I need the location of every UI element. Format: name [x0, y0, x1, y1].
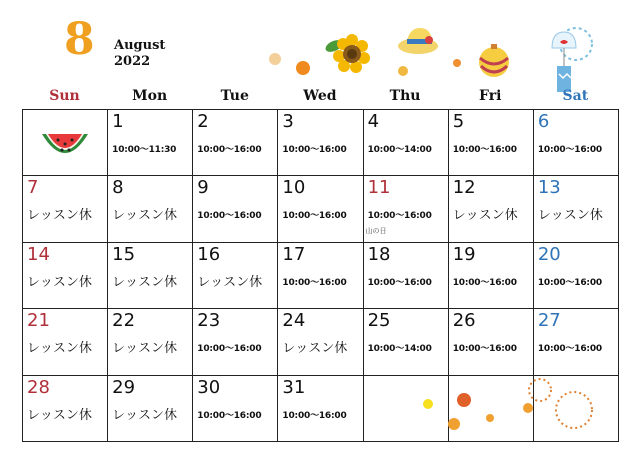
day-number: 24 — [282, 310, 306, 332]
day-number: 20 — [537, 243, 561, 265]
day-cell-14[interactable] — [23, 243, 108, 309]
lesson-time: 10:00〜16:00 — [282, 211, 347, 222]
day-number: 30 — [197, 376, 221, 398]
day-cell-16[interactable] — [193, 243, 278, 309]
day-cell-25[interactable] — [364, 309, 449, 375]
decorative-dot — [450, 56, 464, 70]
lesson-time: 10:00〜16:00 — [197, 145, 262, 155]
weekday-thu: Thu — [389, 88, 421, 104]
day-number: 15 — [112, 243, 136, 265]
day-cell-30[interactable] — [193, 376, 278, 442]
lesson-closed-note: レッスン休 — [27, 341, 92, 357]
day-cell-19[interactable] — [449, 243, 534, 309]
lesson-closed-note: レッスン休 — [537, 208, 603, 224]
day-cell-31[interactable] — [278, 376, 363, 442]
day-number: 12 — [452, 177, 476, 199]
day-cell-13[interactable] — [534, 176, 619, 242]
lesson-time: 10:00〜16:00 — [282, 145, 347, 155]
weekday-sat: Sat — [562, 88, 589, 104]
day-cell-27[interactable] — [534, 309, 619, 375]
day-number: 5 — [452, 111, 465, 132]
lesson-time: 10:00〜16:00 — [537, 344, 602, 355]
lesson-time: 10:00〜16:00 — [537, 277, 602, 288]
lesson-time: 10:00〜16:00 — [367, 211, 432, 222]
day-cell-17[interactable] — [278, 243, 363, 309]
lesson-time: 10:00〜16:00 — [282, 410, 347, 421]
day-number: 29 — [112, 376, 136, 398]
day-cell-23[interactable] — [193, 309, 278, 375]
month-number: 8 — [64, 14, 95, 65]
day-number: 13 — [537, 177, 561, 199]
lesson-closed-note: レッスン休 — [112, 208, 178, 224]
day-cell-5[interactable] — [449, 110, 534, 176]
day-cell-9[interactable] — [193, 176, 278, 242]
lesson-closed-note: レッスン休 — [197, 274, 263, 290]
day-cell-24[interactable] — [278, 309, 363, 375]
day-cell-12[interactable] — [449, 176, 534, 242]
lesson-time: 10:00〜16:00 — [367, 277, 432, 288]
month-name: August — [114, 38, 166, 53]
day-cell-26[interactable] — [449, 309, 534, 375]
day-number: 18 — [367, 243, 391, 265]
fireworks-icon — [418, 376, 618, 438]
day-cell-3[interactable] — [278, 110, 363, 176]
lesson-time: 10:00〜16:00 — [452, 277, 517, 288]
day-number: 17 — [282, 243, 306, 265]
lesson-closed-note: レッスン休 — [112, 274, 178, 290]
day-number: 31 — [282, 376, 306, 398]
day-cell-15[interactable] — [108, 243, 193, 309]
day-number: 9 — [197, 177, 209, 199]
lesson-time: 10:00〜16:00 — [197, 410, 262, 421]
day-cell-2[interactable] — [193, 110, 278, 176]
weekday-header-row — [22, 88, 618, 108]
day-number: 2 — [197, 111, 209, 132]
day-cell-28[interactable] — [23, 376, 108, 442]
decorative-dot — [396, 64, 410, 78]
day-number: 4 — [367, 111, 380, 132]
day-number: 25 — [367, 310, 391, 332]
day-number: 27 — [537, 310, 561, 332]
lesson-time: 10:00〜14:00 — [367, 344, 432, 355]
day-number: 21 — [27, 310, 50, 332]
day-cell-20[interactable] — [534, 243, 619, 309]
lesson-time: 10:00〜11:30 — [112, 145, 177, 155]
day-cell-29[interactable] — [108, 376, 193, 442]
day-number: 3 — [282, 111, 294, 132]
straw-hat-icon — [396, 22, 446, 62]
sunflower-icon — [322, 32, 372, 77]
day-number: 26 — [452, 310, 476, 332]
decorative-dots — [265, 50, 315, 80]
day-cell-7[interactable] — [23, 176, 108, 242]
day-cell-11[interactable] — [364, 176, 449, 242]
weekday-fri: Fri — [479, 88, 502, 104]
wind-chime-icon — [546, 26, 600, 96]
day-number: 16 — [197, 243, 221, 265]
day-number: 23 — [197, 310, 221, 332]
day-number: 11 — [367, 177, 391, 199]
year: 2022 — [114, 54, 151, 69]
day-cell-8[interactable] — [108, 176, 193, 242]
lesson-closed-note: レッスン休 — [112, 341, 178, 357]
lesson-closed-note: レッスン休 — [282, 341, 348, 357]
day-number: 6 — [537, 111, 550, 132]
day-cell-4[interactable] — [364, 110, 449, 176]
lesson-closed-note: レッスン休 — [27, 208, 92, 224]
day-number: 7 — [27, 177, 39, 199]
paper-balloon-icon — [474, 40, 514, 80]
day-number: 28 — [27, 376, 50, 398]
lesson-closed-note: レッスン休 — [452, 208, 518, 224]
day-number: 8 — [112, 177, 124, 199]
lesson-time: 10:00〜16:00 — [197, 344, 262, 355]
lesson-time: 10:00〜16:00 — [197, 211, 262, 222]
day-number: 22 — [112, 310, 136, 332]
lesson-closed-note: レッスン休 — [27, 274, 92, 290]
weekday-tue: Tue — [220, 88, 249, 104]
lesson-closed-note: レッスン休 — [112, 407, 178, 423]
day-cell-22[interactable] — [108, 309, 193, 375]
lesson-time: 10:00〜14:00 — [367, 145, 432, 155]
day-number: 1 — [112, 111, 124, 132]
weekday-wed: Wed — [303, 88, 337, 104]
holiday-label: 山の日 — [365, 227, 387, 236]
day-cell-6[interactable] — [534, 110, 619, 176]
weekday-mon: Mon — [132, 88, 168, 104]
day-number: 14 — [27, 243, 50, 265]
lesson-time: 10:00〜16:00 — [282, 277, 347, 288]
day-cell-1[interactable] — [108, 110, 193, 176]
day-number: 10 — [282, 177, 306, 199]
lesson-time: 10:00〜16:00 — [537, 145, 602, 155]
lesson-time: 10:00〜16:00 — [452, 145, 517, 155]
lesson-closed-note: レッスン休 — [27, 407, 92, 423]
watermelon-icon — [40, 128, 90, 164]
weekday-sun: Sun — [49, 88, 80, 104]
day-cell-10[interactable] — [278, 176, 363, 242]
lesson-time: 10:00〜16:00 — [452, 344, 517, 355]
day-cell-21[interactable] — [23, 309, 108, 375]
day-cell-18[interactable] — [364, 243, 449, 309]
day-number: 19 — [452, 243, 476, 265]
